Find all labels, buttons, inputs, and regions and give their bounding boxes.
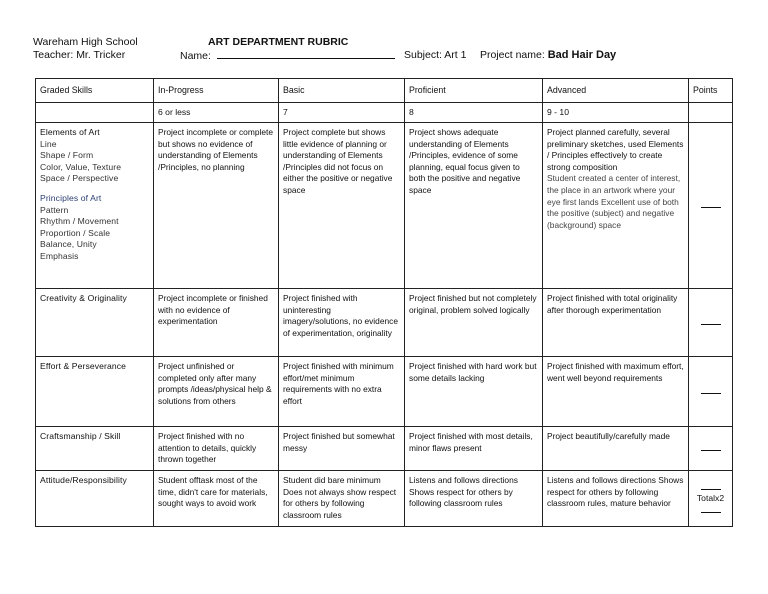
skill-detail: Emphasis: [40, 250, 79, 261]
criteria-cell: Project finished with maximum effort, went well beyond requirements: [543, 357, 689, 427]
skill-title: Principles of Art: [40, 192, 102, 203]
table-row: [36, 357, 733, 427]
table-row: [36, 289, 733, 357]
criteria-cell: Student offtask most of the time, didn't care for materials, sought ways to avoid work: [154, 471, 279, 527]
skill-detail: Shape / Form: [40, 150, 94, 161]
column-header: Proficient: [405, 79, 543, 103]
criteria-cell: Project finished with most details, minor flaws present: [405, 427, 543, 471]
criteria-cell: Listens and follows directions Shows respect for others by following classroom rules: [405, 471, 543, 527]
skill-cell: Creativity & Originality: [36, 289, 154, 357]
score-scale-row: [36, 103, 733, 123]
teacher-name: Teacher: Mr. Tricker: [33, 49, 126, 61]
skill-detail: Color, Value, Texture: [40, 161, 122, 172]
criteria-cell: Project finished but not completely original, problem solved logically: [405, 289, 543, 357]
criteria-text: Student created a center of interest, the place in an artwork where your eye first lands Excellent use of both the positive (subject) and negative (background) space: [547, 173, 681, 230]
scale-cell: 6 or less: [154, 103, 279, 123]
project-name: Bad Hair Day: [547, 49, 617, 61]
column-header: Graded Skills: [36, 79, 154, 103]
criteria-cell: Project incomplete or finished with no evidence of experimentation: [154, 289, 279, 357]
scale-cell: 8: [405, 103, 543, 123]
page-title: ART DEPARTMENT RUBRIC: [208, 36, 349, 48]
criteria-cell: Project beautifully/carefully made: [543, 427, 689, 471]
skill-detail: Space / Perspective: [40, 173, 119, 184]
subject-label: Subject: Art 1: [404, 49, 467, 61]
criteria-cell: Project unfinished or completed only after many prompts /ideas/physical help & solutions from others: [154, 357, 279, 427]
criteria-cell: Project finished but somewhat messy: [279, 427, 405, 471]
criteria-cell: Listens and follows directions Shows respect for others by following classroom rules, mature behavior: [543, 471, 689, 527]
points-blank-line[interactable]: [701, 449, 721, 451]
criteria-cell: [543, 123, 689, 289]
points-blank-line[interactable]: [701, 392, 721, 394]
table-header-row: [36, 79, 733, 103]
name-label: Name:: [180, 50, 211, 62]
points-cell[interactable]: [689, 427, 733, 471]
skill-detail: Pattern: [40, 204, 69, 215]
points-total-label: Totalx2: [696, 493, 725, 504]
table-row: [36, 471, 733, 527]
skill-title: Elements of Art: [40, 127, 100, 137]
column-header: Basic: [279, 79, 405, 103]
points-cell[interactable]: [689, 123, 733, 289]
school-name: Wareham High School: [33, 36, 138, 48]
criteria-cell: Project complete but shows little evidence of planning or understanding of Elements /Principles did not focus on either the positive or negative space: [279, 123, 405, 289]
column-header: Points: [689, 79, 733, 103]
skill-cell: [36, 123, 154, 289]
skill-detail: Rhythm / Movement: [40, 216, 119, 227]
skill-cell: Attitude/Responsibility: [36, 471, 154, 527]
criteria-cell: Project finished with uninteresting imagery/solutions, no evidence of experimentation, originality: [279, 289, 405, 357]
criteria-cell: Project incomplete or complete but shows no evidence of understanding of Elements /Principles, no planning: [154, 123, 279, 289]
skill-detail: Balance, Unity: [40, 239, 97, 250]
criteria-cell: Project shows adequate understanding of Elements /Principles, evidence of some planning, equal focus given to both the positive and negative space: [405, 123, 543, 289]
total-blank-line[interactable]: [701, 511, 721, 513]
criteria-text: Project planned carefully, several preliminary sketches, used Elements / Principles effectively to create strong composition: [547, 127, 684, 172]
table-row: [36, 123, 733, 289]
name-blank-line[interactable]: [217, 49, 395, 59]
criteria-cell: Project finished with hard work but some details lacking: [405, 357, 543, 427]
skill-cell: Effort & Perseverance: [36, 357, 154, 427]
criteria-cell: Project finished with minimum effort/met minimum requirements with no extra effort: [279, 357, 405, 427]
criteria-cell: Project finished with no attention to details, quickly thrown together: [154, 427, 279, 471]
points-cell[interactable]: [689, 471, 733, 527]
table-row: [36, 427, 733, 471]
project-field: [480, 49, 616, 61]
points-blank-line[interactable]: [701, 323, 721, 325]
column-header: In-Progress: [154, 79, 279, 103]
criteria-cell: Student did bare minimum Does not always show respect for others by following classroom rules: [279, 471, 405, 527]
criteria-cell: Project finished with total originality after thorough experimentation: [543, 289, 689, 357]
points-cell[interactable]: [689, 289, 733, 357]
rubric-table: [35, 78, 733, 527]
name-field[interactable]: [180, 49, 395, 62]
points-blank-line[interactable]: [701, 488, 721, 490]
scale-cell: 9 - 10: [543, 103, 689, 123]
project-label: Project name:: [480, 49, 545, 61]
points-cell[interactable]: [689, 357, 733, 427]
scale-cell: [36, 103, 154, 123]
points-blank-line[interactable]: [701, 206, 721, 208]
column-header: Advanced: [543, 79, 689, 103]
scale-cell: 7: [279, 103, 405, 123]
scale-cell: [689, 103, 733, 123]
skill-detail: Proportion / Scale: [40, 227, 111, 238]
skill-cell: Craftsmanship / Skill: [36, 427, 154, 471]
skill-detail: Line: [40, 138, 57, 149]
